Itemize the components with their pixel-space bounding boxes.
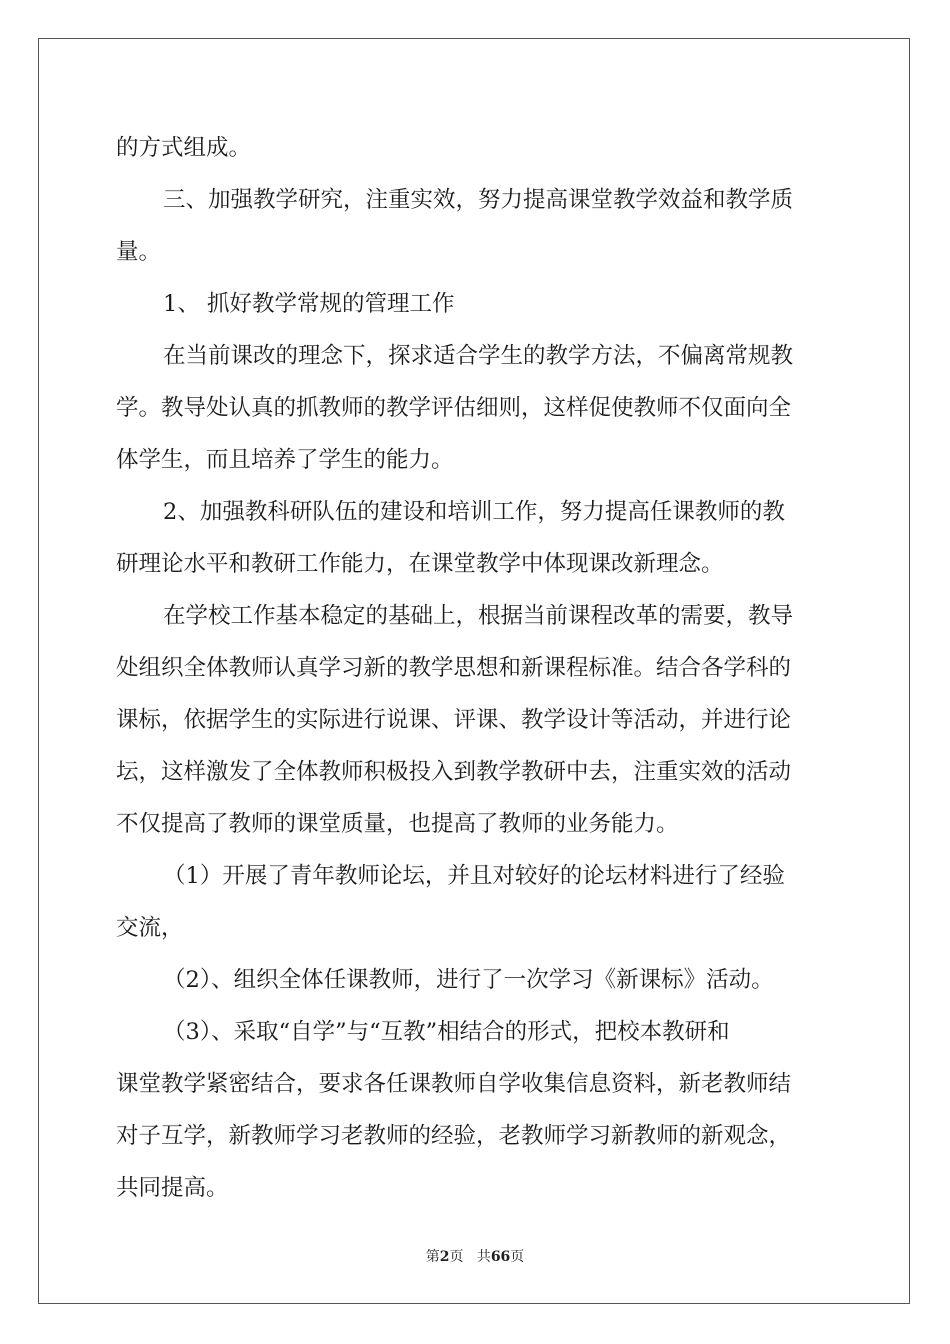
page-suffix: 页: [449, 1249, 464, 1265]
text-line: 处组织全体教师认真学习新的教学思想和新课程标准。结合各学科的: [116, 655, 792, 681]
total-prefix: 共: [476, 1249, 491, 1265]
text-line: 课堂教学紧密结合，要求各任课教师自学收集信息资料，新老教师结: [116, 1071, 792, 1097]
page-number: 2: [439, 1249, 450, 1265]
text-line: 学。教导处认真的抓教师的教学评估细则，这样促使教师不仅面向全: [116, 395, 792, 421]
text-line: 交流，: [116, 915, 184, 941]
text-line: 体学生，而且培养了学生的能力。: [116, 447, 454, 473]
text-line: 在学校工作基本稳定的基础上，根据当前课程改革的需要，教导: [163, 603, 794, 629]
text-line: 对子互学，新教师学习老教师的经验，老教师学习新教师的新观念，: [116, 1123, 792, 1149]
text-line: 课标，依据学生的实际进行说课、评课、教学设计等活动，并进行论: [116, 707, 792, 733]
section-heading: 三、加强教学研究，注重实效，努力提高课堂教学效益和教学质: [163, 187, 794, 213]
total-pages: 66: [490, 1249, 511, 1265]
list-item: （3）、采取“自学”与“互教”相结合的形式，把校本教研和: [163, 1019, 730, 1045]
text-line: 共同提高。: [116, 1175, 229, 1201]
subsection-heading: 1、 抓好教学常规的管理工作: [163, 291, 455, 317]
text-line: 研理论水平和教研工作能力，在课堂教学中体现课改新理念。: [116, 551, 724, 577]
list-item: （1）开展了青年教师论坛，并且对较好的论坛材料进行了经验: [163, 863, 785, 889]
text-line: 量。: [116, 239, 162, 265]
list-item: （2）、组织全体任课教师，进行了一次学习《新课标》活动。: [163, 967, 774, 993]
text-line: 在当前课改的理念下，探求适合学生的教学方法，不偏离常规教: [163, 343, 794, 369]
page-prefix: 第: [425, 1249, 440, 1265]
document-body: [116, 122, 834, 1214]
subsection-heading: 2、加强教科研队伍的建设和培训工作，努力提高任课教师的教: [163, 499, 785, 525]
text-line: 不仅提高了教师的课堂质量，也提高了教师的业务能力。: [116, 811, 679, 837]
text-line: 坛，这样激发了全体教师积极投入到教学教研中去，注重实效的活动: [116, 759, 792, 785]
text-line: 的方式组成。: [116, 135, 252, 161]
total-suffix: 页: [510, 1249, 525, 1265]
page-footer: [0, 1246, 950, 1266]
